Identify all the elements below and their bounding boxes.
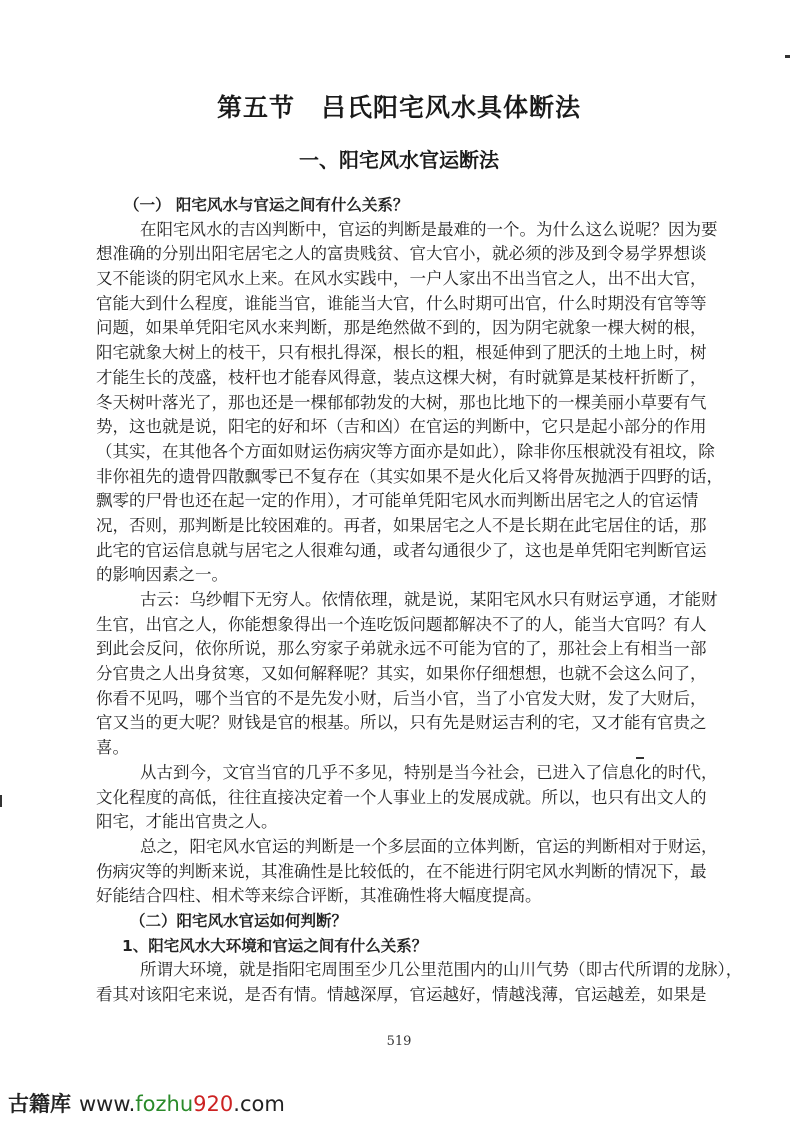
paragraph-line: 非你祖先的遗骨四散飘零已不复存在（其实如果不是火化后又将骨灰抛洒于四野的话， [96, 466, 723, 486]
paragraph-line: 阳宅就象大树上的枝干，只有根扎得深，根长的粗，根延伸到了肥沃的土地上时，树 [96, 343, 707, 363]
watermark-site-name: 古籍库 [8, 1092, 71, 1116]
paragraph-line: 看其对该阳宅来说，是否有情。情越深厚，官运越好，情越浅薄，官运越差，如果是 [96, 985, 707, 1004]
paragraph-line: 官能大到什么程度，谁能当官，谁能当大官，什么时期可出官，什么时期没有官等等 [96, 293, 707, 313]
paragraph-line: 官又当的更大呢？财钱是官的根基。所以，只有先是财运吉利的宅，又才能有官贵之 [96, 713, 707, 733]
paragraph-line: 分官贵之人出身贫寒，又如何解释呢？其实，如果你仔细想想，也就不会这么问了， [96, 664, 707, 684]
paragraph-line: 生官，出官之人，你能想象得出一个连吃饭问题都解决不了的人，能当大官吗？有人 [96, 614, 707, 634]
paragraph-line: 飘零的尸骨也还在起一定的作用），才可能单凭阳宅风水而判断出居宅之人的官运情 [96, 491, 699, 511]
page-number: 519 [386, 1034, 412, 1049]
paragraph-line: 势，这也就是说，阳宅的好和坏（吉和凶）在官运的判断中，它只是起小部分的作用 [96, 417, 707, 437]
paragraph-line: 问题，如果单凭阳宅风水来判断，那是绝然做不到的，因为阴宅就象一棵大树的根， [96, 318, 707, 338]
paragraph-line: （其实，在其他各个方面如财运伤病灾等方面亦是如此），除非你压根就没有祖坟，除 [96, 441, 715, 461]
body-text [96, 193, 743, 1008]
page-title: 第五节 吕氏阳宅风水具体断法 [216, 93, 581, 122]
section-subtitle: 一、阳宅风水官运断法 [299, 148, 499, 172]
paragraph-line: 文化程度的高低，往往直接决定着一个人事业上的发展成就。所以，也只有出文人的 [96, 787, 707, 807]
paragraph-line: 才能生长的茂盛，枝杆也才能春风得意，装点这棵大树，有时就算是某枝杆折断了， [96, 367, 707, 387]
paragraph-line: 在阳宅风水的吉凶判断中，官运的判断是最难的一个。为什么这么说呢？因为要 [140, 219, 718, 239]
watermark-url-suffix: .com [233, 1092, 285, 1116]
paragraph-line: 阳宅，才能出官贵之人。 [96, 812, 278, 832]
scan-mark [0, 795, 2, 807]
scan-mark [785, 55, 790, 58]
paragraph-line: 又不能谈的阴宅风水上来。在风水实践中，一户人家出不出当官之人，出不出大官， [96, 269, 707, 289]
paragraph-line: 此宅的官运信息就与居宅之人很难勾通，或者勾通很少了，这也是单凭阳宅判断官运 [96, 540, 707, 560]
scan-mark [636, 757, 644, 759]
paragraph-line: 古云：乌纱帽下无穷人。依情依理，就是说，某阳宅风水只有财运亨通，才能财 [140, 590, 718, 609]
paragraph-line: 况，否则，那判断是比较困难的。再者，如果居宅之人不是长期在此宅居住的话，那 [96, 515, 707, 535]
watermark [8, 1088, 285, 1118]
paragraph-line: 冬天树叶落光了，那也还是一棵郁郁勃发的大树，那也比地下的一棵美丽小草要有气 [96, 392, 707, 412]
paragraph-line: 伤病灾等的判断来说，其准确性是比较低的，在不能进行阴宅风水判断的情况下，最 [96, 861, 707, 881]
paragraph-line: 你看不见吗，哪个当官的不是先发小财，后当小官，当了小官发大财，发了大财后， [96, 688, 707, 708]
paragraph-line: 的影响因素之一。 [96, 565, 228, 585]
section-heading: 1、阳宅风水大环境和官运之间有什么关系？ [122, 936, 428, 955]
paragraph-line: 到此会反问，依你所说，那么穷家子弟就永远不可能为官的了，那社会上有相当一部 [96, 639, 707, 659]
paragraph-line: 总之，阳宅风水官运的判断是一个多层面的立体判断，官运的判断相对于财运， [140, 836, 718, 856]
paragraph-line: 想准确的分别出阳宅居宅之人的富贵贱贫、官大官小，就必须的涉及到令易学界想谈 [96, 244, 707, 264]
paragraph-line: 从古到今，文官当官的几乎不多见，特别是当今社会，已进入了信息化的时代， [140, 762, 718, 782]
watermark-url-prefix: www. [79, 1092, 136, 1116]
section-heading: （一） 阳宅风水与官运之间有什么关系？ [124, 196, 409, 214]
paragraph-line: 所谓大环境，就是指阳宅周围至少几公里范围内的山川气势（即古代所谓的龙脉）， [140, 960, 743, 980]
watermark-url-red: 920 [193, 1092, 234, 1116]
watermark-url-green: fozhu [135, 1092, 194, 1116]
section-heading: （二）阳宅风水官运如何判断？ [130, 911, 348, 930]
paragraph-line: 喜。 [96, 738, 129, 758]
paragraph-line: 好能结合四柱、相术等来综合评断，其准确性将大幅度提高。 [96, 886, 542, 906]
